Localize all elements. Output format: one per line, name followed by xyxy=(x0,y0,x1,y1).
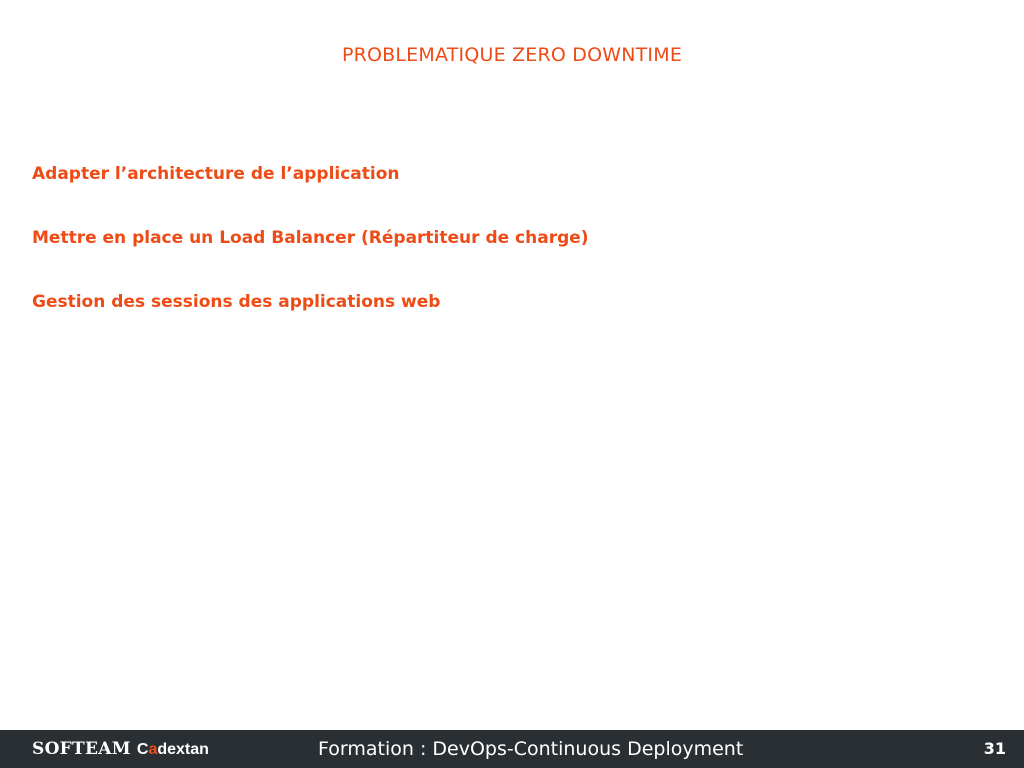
bullet-item: Gestion des sessions des applications web xyxy=(32,292,441,312)
slide-title: PROBLEMATIQUE ZERO DOWNTIME xyxy=(341,44,683,66)
course-title: Formation : DevOps-Continuous Deployment xyxy=(318,738,744,760)
logo-cadextan-part: C xyxy=(136,741,149,758)
bullet-list xyxy=(32,162,589,354)
logo-softeam: SOFTEAM xyxy=(32,739,131,759)
logo-cadextan xyxy=(137,741,209,758)
footer-bar xyxy=(0,730,1024,768)
bullet-item: Mettre en place un Load Balancer (Répartiteur de charge) xyxy=(32,228,589,248)
bullet-item: Adapter l’architecture de l’application xyxy=(32,164,400,184)
logo-cadextan-part: dextan xyxy=(157,741,209,758)
logo-cadextan-accent: a xyxy=(148,741,158,758)
page-number: 31 xyxy=(983,739,1006,758)
company-logo xyxy=(32,737,209,761)
